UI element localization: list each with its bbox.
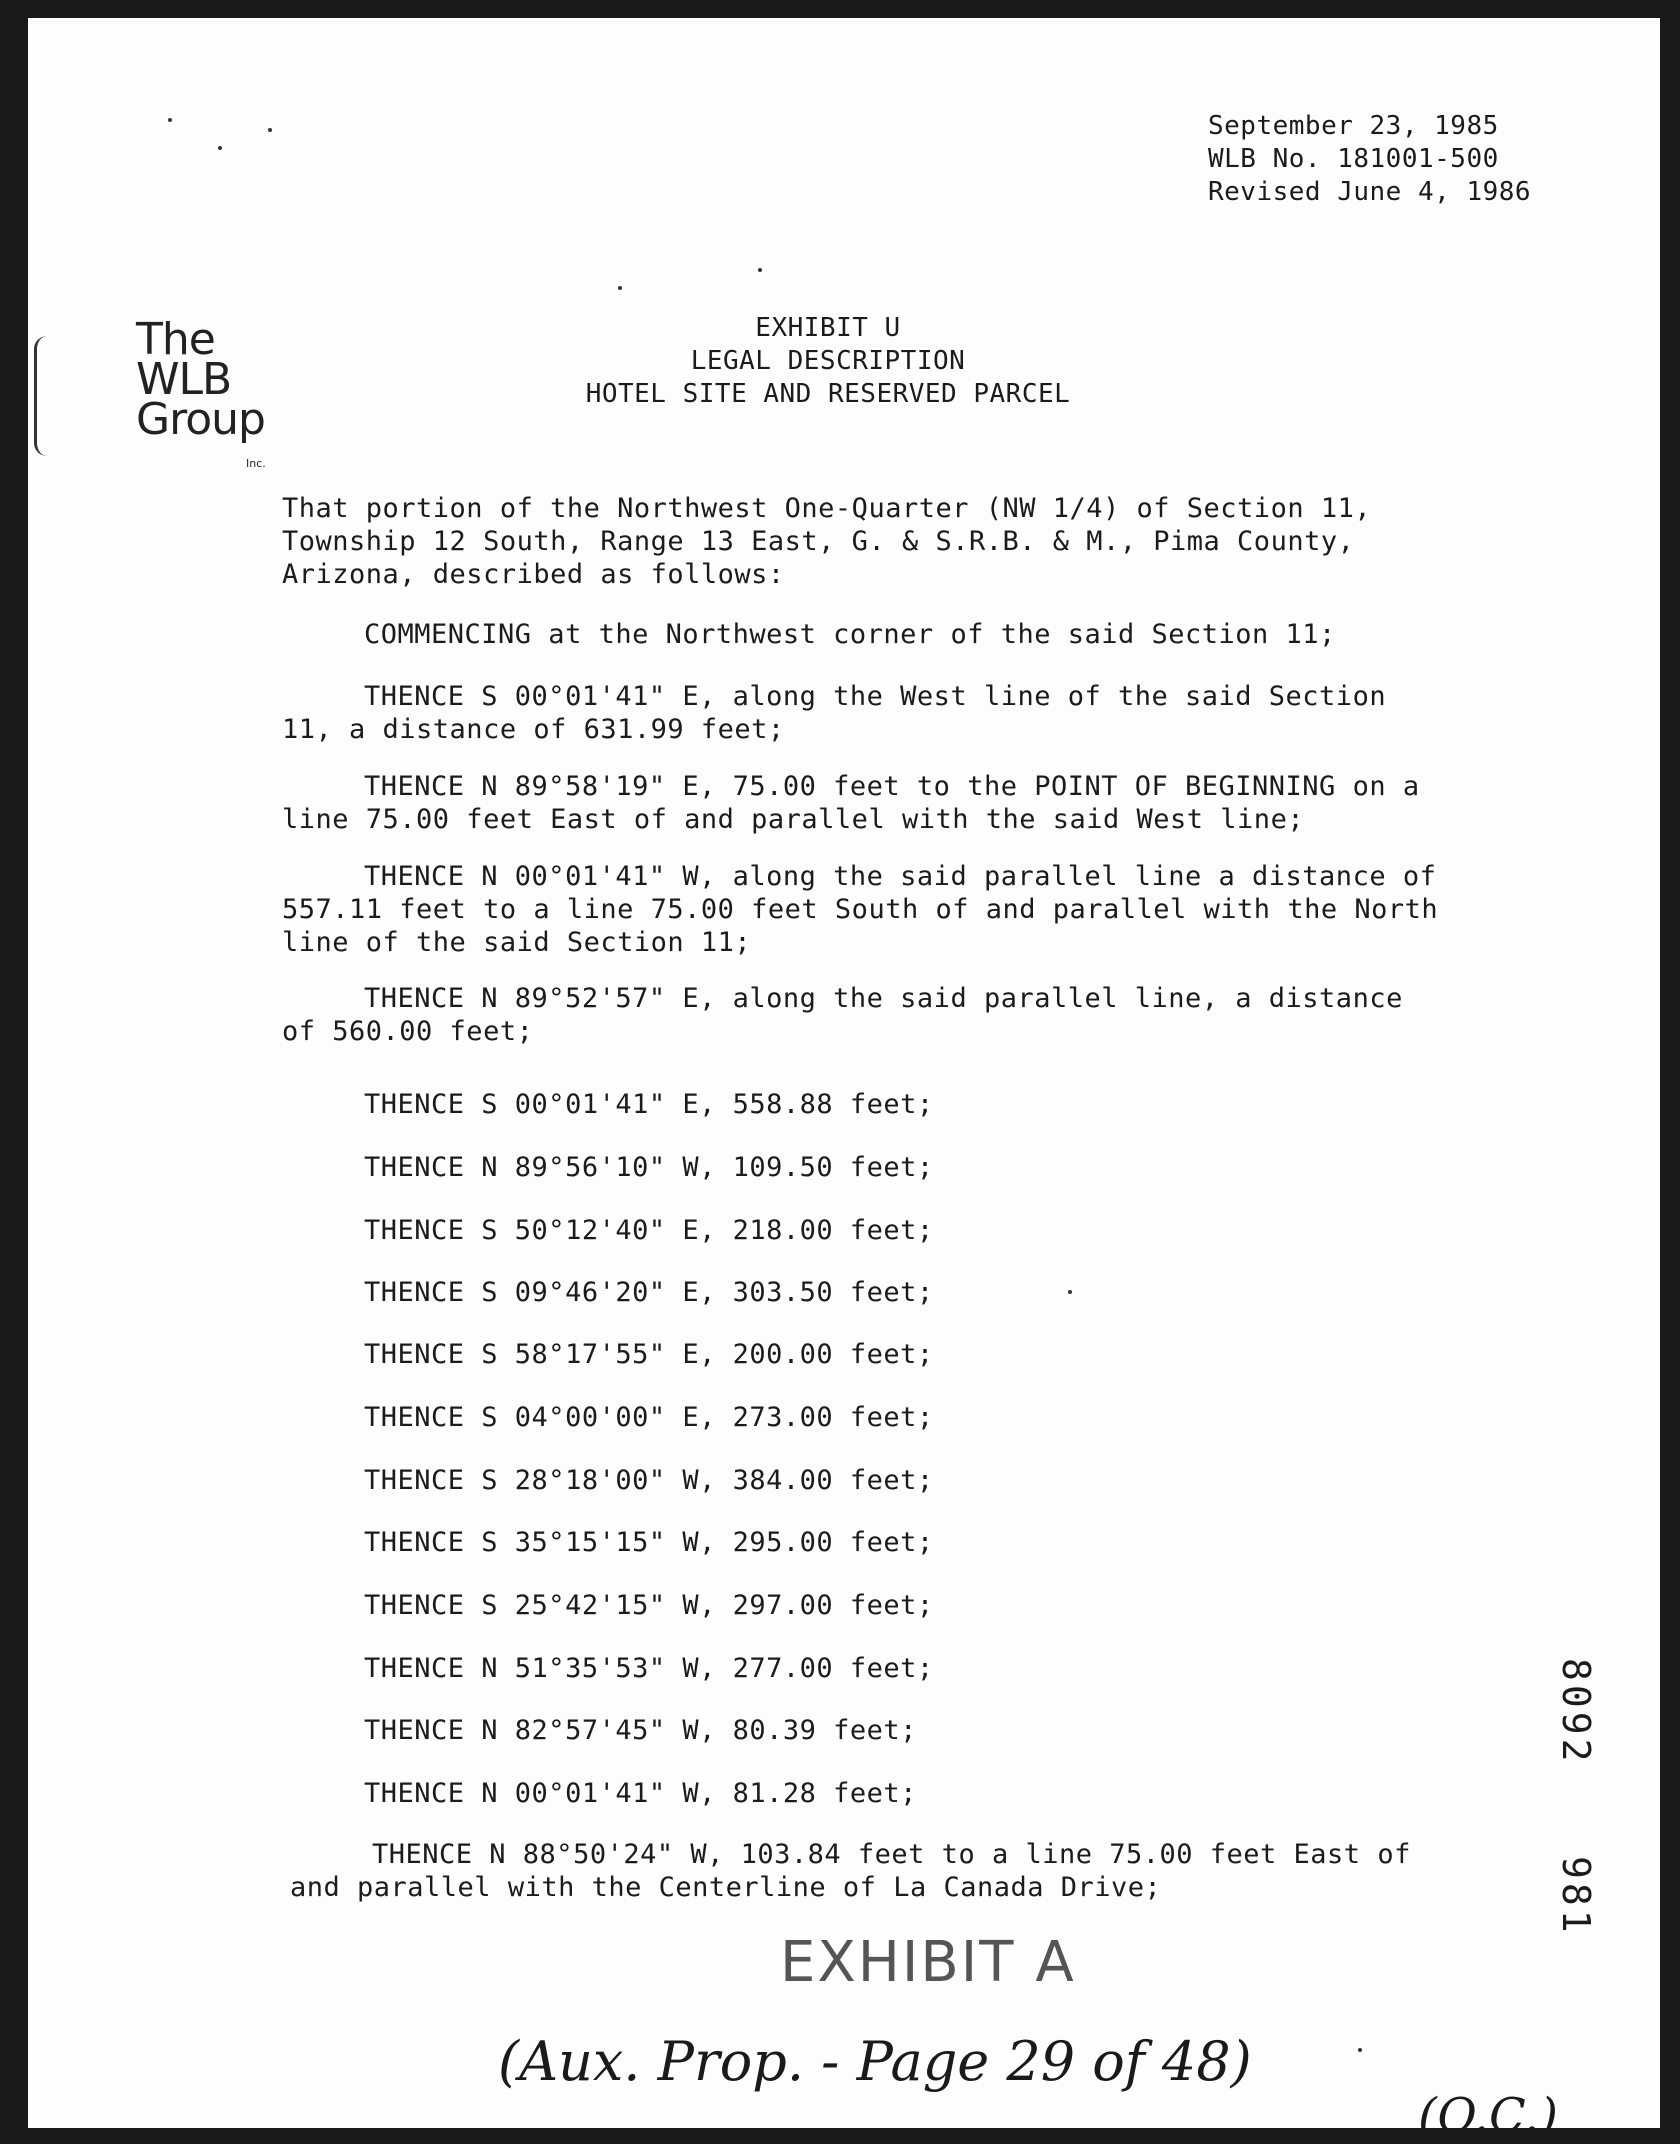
course-line: THENCE N 89°56'10" W, 109.50 feet; [364, 1152, 934, 1183]
course-line: THENCE S 28°18'00" W, 384.00 feet; [364, 1465, 934, 1496]
point-of-beginning-paragraph: THENCE N 89°58'19" E, 75.00 feet to the POINT OF BEGINNING on a line 75.00 feet East of and parallel with the said West line; [282, 771, 1420, 835]
title-line-2: LEGAL DESCRIPTION [690, 346, 966, 376]
scan-speck [168, 118, 172, 122]
side-number-8092: 8092 [1554, 1658, 1598, 1766]
course-paragraph-1: THENCE S 00°01'41" E, along the West line of the said Section 11, a distance of 631.99 feet; [282, 681, 1387, 745]
scan-speck [1358, 2048, 1362, 2052]
course-line: THENCE N 00°01'41" W, 81.28 feet; [364, 1778, 917, 1809]
scan-edge-mark [34, 336, 47, 456]
course-line: THENCE S 58°17'55" E, 200.00 feet; [364, 1339, 934, 1370]
wlb-number: WLB No. 181001-500 [1208, 144, 1499, 174]
header-block [1208, 110, 1531, 209]
course-line: THENCE N 51°35'53" W, 277.00 feet; [364, 1653, 934, 1684]
commencing-paragraph: COMMENCING at the Northwest corner of the said Section 11; [364, 619, 1336, 650]
course-line: THENCE S 35°15'15" W, 295.00 feet; [364, 1527, 934, 1558]
handwritten-qc-mark: (Q.C.) [1418, 2088, 1558, 2144]
handwritten-page-note: (Aux. Prop. - Page 29 of 48) [498, 2030, 1252, 2093]
course-line: THENCE S 00°01'41" E, 558.88 feet; [364, 1089, 934, 1120]
course-line: THENCE S 09°46'20" E, 303.50 feet; [364, 1277, 934, 1308]
scan-speck [1068, 1290, 1072, 1294]
document-page [28, 18, 1660, 2144]
course-paragraph-4: THENCE N 89°52'57" E, along the said parallel line, a distance of 560.00 feet; [282, 983, 1403, 1047]
document-date: September 23, 1985 [1208, 111, 1499, 141]
course-line: THENCE S 25°42'15" W, 297.00 feet; [364, 1590, 934, 1621]
scan-speck [618, 286, 622, 290]
revised-date: Revised June 4, 1986 [1208, 177, 1532, 207]
scan-speck [268, 128, 272, 132]
scan-speck [218, 146, 222, 150]
wlb-group-logo: The WLB Group Inc. [136, 314, 266, 470]
scan-speck [758, 268, 762, 272]
course-paragraph-3: THENCE N 00°01'41" W, along the said parallel line a distance of 557.11 feet to a line 75.00 feet South of and parallel with the North line of the said Section 11; [282, 861, 1439, 958]
exhibit-title [488, 312, 1168, 411]
title-line-1: EXHIBIT U [755, 313, 901, 343]
final-course-paragraph: THENCE N 88°50'24" W, 103.84 feet to a line 75.00 feet East of and parallel with the Centerline of La Canada Drive; [290, 1839, 1411, 1903]
course-line: THENCE N 82°57'45" W, 80.39 feet; [364, 1715, 917, 1746]
title-line-3: HOTEL SITE AND RESERVED PARCEL [585, 379, 1071, 409]
side-number-981: 981 [1554, 1856, 1598, 1937]
course-line: THENCE S 04°00'00" E, 273.00 feet; [364, 1402, 934, 1433]
exhibit-a-stamp: EXHIBIT A [780, 1930, 1076, 1995]
course-line: THENCE S 50°12'40" E, 218.00 feet; [364, 1215, 934, 1246]
intro-paragraph: That portion of the Northwest One-Quarter (NW 1/4) of Section 11, Township 12 South, Range 13 East, G. & S.R.B. & M., Pima County, Arizona, described as follows: [282, 493, 1372, 590]
